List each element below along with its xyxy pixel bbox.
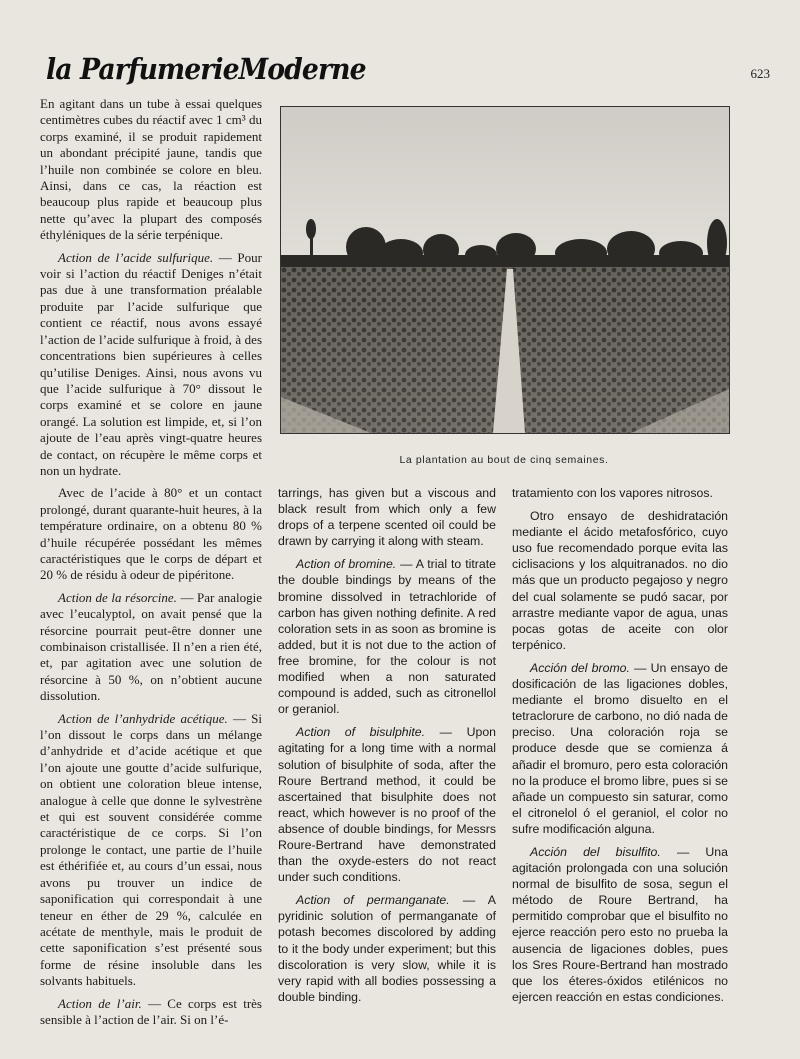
english-column bbox=[278, 485, 496, 1012]
figure-caption: La plantation au bout de cinq semaines. bbox=[399, 454, 609, 466]
paragraph-text: — Si l’on dissout le corps dans un mélange d’anhydride et d’acide acétique et que l’on ajoute une goutte d’acide sulfurique, on obtient une coloration bleue intense, analogue à celle que donne le sylvestrène et qui est souvent considérée comme caractéristique de ce corps. Si l’on prolonge le contact, une partie de l’huile est éthérifiée et, au cours d’un essai, nous avons pu trouver un indice de saponification qui correspondait à une teneur en éther de 29 %, calculée en acétate de menthyle, mais le produit de cette saponification s’est présenté sous forme de résine insoluble dans les solvants habituels. bbox=[40, 710, 262, 989]
section-heading: Acción del bisulfito. bbox=[530, 844, 661, 859]
spanish-column bbox=[512, 485, 728, 1012]
masthead-logo: la ParfumerieModerne bbox=[46, 52, 366, 86]
paragraph bbox=[40, 711, 262, 990]
paragraph bbox=[512, 660, 728, 837]
section-heading: Acción del bromo. bbox=[530, 660, 630, 675]
paragraph-text: — Pour voir si l’action du réactif Deniges n’était pas due à une transformation préalable produite par l’acide sulfurique que contient ce réactif, nous avons essayé l’action de l’acide sulfurique à froid, à des concentrations bien supérieures à celles qu’utilise Deniges. Ainsi, nous avons vu que l’acide sulfurique à 70° dissout le corps examiné et se colore en jaune orangé. La solution est limpide, et, si l’on ajoute de l’eau après vingt-quatre heures de contact, on récupère le même corps et non un hydrate. bbox=[40, 249, 262, 478]
paragraph-text: — Ce corps est très sensible à l’action de l’air. Si on l’é- bbox=[40, 995, 262, 1027]
field-image bbox=[281, 107, 729, 433]
section-heading: Action de l’acide sulfurique. bbox=[58, 249, 214, 265]
paragraph bbox=[278, 892, 496, 1005]
section-heading: Action of bisulphite. bbox=[296, 725, 426, 740]
paragraph: Otro ensayo de deshidratación mediante el ácido metafosfórico, cuyo uso fue recomendado porque evita las ciclisacions y los alquitranados. no dio más que un producto pegajoso y negro del cual solamente se pudó sacar, por arrastre mediante vapor de agua, unas pocas gotas de aceite con olor terpénico. bbox=[512, 509, 728, 652]
paragraph-text: — Par analogie avec l’eucalyptol, on avait pensé que la résorcine pourrait peut-être donner une combinaison cristallisée. Il n’en a rien été, et, par agitation avec une solution de résorcine à 50 %, on n’obtient aucune dissolution. bbox=[40, 589, 262, 704]
paragraph: tratamiento con los vapores nitrosos. bbox=[512, 486, 713, 500]
paragraph-text: — A trial to titrate the double bindings by means of the bromine dissolved in tetrachloride of carbon has given nothing definite. A red coloration sets in as soon as bromine is added, but it is not due to the action of free bromine, for the colour is not modified when a non saturated compound is added, such as citronellol or geraniol. bbox=[278, 557, 496, 717]
paragraph bbox=[40, 996, 262, 1029]
paragraph-text: — Una agitación prolongada con una solución normal de bisulfito de sosa, segun el método de Roure Bertrand, ha permitido comprobar que el bisulfito no ejerce reacción pero esto no prueba la ausencia de ligaciones dobles, pues los Sres Roure-Bertrand han mostrado que los éteres-óxidos etilénicos no ejercen reacción en estas condiciones. bbox=[512, 844, 728, 1004]
paragraph bbox=[40, 590, 262, 705]
paragraph-text: — A pyridinic solution of permanganate of potash becomes discolored by adding to it the body under experiment; but this discoloration is very slow, while it is very rapid with all bodies possessing a double binding. bbox=[278, 893, 496, 1004]
plantation-photo bbox=[280, 106, 730, 434]
section-heading: Action of permanganate. bbox=[296, 893, 450, 908]
section-heading: Action of bromine. bbox=[296, 557, 397, 572]
paragraph: En agitant dans un tube à essai quelques centimètres cubes du réactif avec 1 cm³ du corps examiné, il se produit rapidement un abondant précipité jaune, tandis que l’huile non combinée se colore en bleu. Ainsi, dans ce cas, la réaction est beaucoup plus rapide et beaucoup plus nette qu’avec la plupart des composés éthyléniques de la série terpénique. bbox=[40, 96, 262, 243]
paragraph-text: — Upon agitating for a long time with a normal solution of bisulphite of soda, after the Roure Bertrand method, it could be ascertained that bisulphite does not react, which however is no proof of the absence of double bindings, for Messrs Roure-Bertrand have demonstrated than the oxyde-esters do not react under such conditions. bbox=[278, 725, 497, 885]
paragraph bbox=[40, 250, 262, 480]
french-column bbox=[40, 96, 262, 1034]
section-heading: Action de l’anhydride acétique. bbox=[58, 710, 228, 726]
paragraph: tarrings, has given but a viscous and black result from which only a few drops of a terpene scented oil could be drawn by carrying it along with steam. bbox=[278, 486, 496, 549]
paragraph bbox=[512, 844, 728, 1005]
section-heading: Action de l’air. bbox=[58, 995, 142, 1011]
section-heading: Action de la résorcine. bbox=[58, 589, 177, 605]
paragraph bbox=[278, 724, 496, 885]
paragraph-text: — Un ensayo de dosificación de las ligaciones dobles, mediante el bromo disuelto en el tetraclorure de carbono, no dió nada de preciso. Una coloración roja se produce desde que se comienza á añadir el bromuro, pero esta coloración no la produce el bromo libre, pues si se añade un compuesto sin saturar, como el citronelol ó el geraniol, el color no sufre modificación alguna. bbox=[512, 660, 728, 836]
paragraph bbox=[278, 556, 496, 717]
page-number: 623 bbox=[750, 66, 770, 81]
paragraph: Avec de l’acide à 80° et un contact prolongé, durant quarante-huit heures, à la température ordinaire, on a obtenu 80 % d’huile récupérée possédant les mêmes caractéristiques que le corps de départ et 20 % de résidu à odeur de pipéritone. bbox=[40, 485, 262, 583]
